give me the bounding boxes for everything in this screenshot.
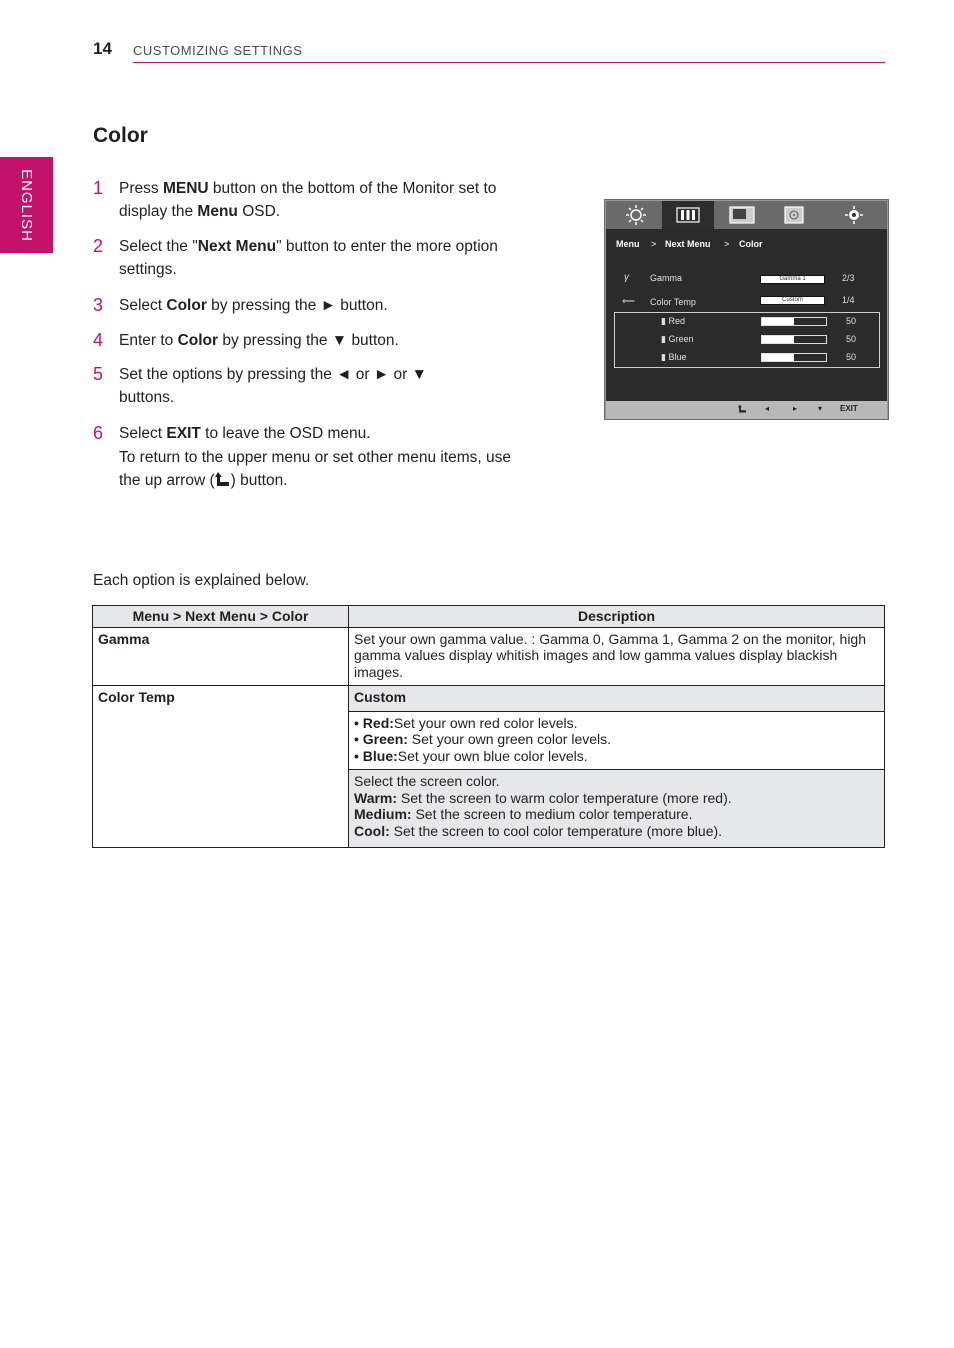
osd-breadcrumb-color: Color — [739, 239, 763, 249]
item-label: • Green: — [354, 731, 408, 747]
table-cell-custom-items — [349, 711, 885, 770]
osd-blue-value: 50 — [846, 352, 857, 362]
picture-icon[interactable] — [716, 201, 768, 229]
step-text-part: " button to enter the more option settings. — [119, 238, 498, 278]
step-text — [119, 422, 519, 494]
osd-red-label[interactable]: ▮ Red — [661, 316, 685, 326]
step-keyword: MENU — [162, 180, 209, 197]
up-arrow-icon — [215, 471, 231, 494]
osd-green-slider-fill — [762, 336, 794, 343]
osd-green-text: Green — [668, 334, 694, 344]
section-title: CUSTOMIZING SETTINGS — [133, 43, 303, 58]
item-text: Set your own red color levels. — [393, 714, 578, 731]
item-text: Set the screen to cool color temperature (more blue). — [389, 822, 723, 839]
osd-gamma-value-pill[interactable]: Gamma 1 — [760, 275, 825, 284]
osd-breadcrumb-menu: Menu — [616, 239, 640, 249]
item-text: Set the screen to warm color temperature (more red). — [397, 789, 732, 806]
list-item — [354, 790, 878, 807]
step-text — [119, 294, 519, 317]
step-text — [119, 329, 519, 352]
page-heading: Color — [93, 124, 148, 147]
list-item — [354, 806, 878, 823]
osd-gamma-index: 2/3 — [842, 273, 855, 283]
osd-green-value: 50 — [846, 334, 857, 344]
preset-intro: Select the screen color. — [354, 773, 500, 789]
table-cell-gamma-name: Gamma — [93, 627, 349, 686]
step-5 — [93, 363, 533, 409]
step-text-part: by pressing the ▼ button. — [218, 332, 399, 349]
header-rule — [133, 62, 885, 63]
color-icon[interactable] — [662, 201, 714, 229]
step-text-part: Select the " — [119, 238, 198, 255]
step-keyword: Menu — [197, 203, 238, 220]
osd-exit-button[interactable]: EXIT — [840, 404, 858, 413]
osd-breadcrumb-next-menu: Next Menu — [665, 239, 711, 249]
item-label: • Red: — [354, 714, 394, 731]
step-note: To return to the upper menu or set other menu items, use the up arrow ( — [119, 449, 512, 489]
table-row-color-temp — [93, 686, 885, 712]
step-text — [119, 235, 519, 281]
osd-blue-slider-fill — [762, 354, 794, 361]
step-text-part: Enter to — [119, 332, 178, 349]
osd-blue-text: Blue — [668, 352, 687, 362]
language-tab-label-wrap — [0, 157, 53, 253]
osd-breadcrumb-sep: > — [651, 239, 657, 249]
language-tab-label: ENGLISH — [18, 168, 36, 242]
osd-down-arrow-icon[interactable]: ▾ — [818, 404, 823, 413]
table-cell-custom-title: Custom — [349, 686, 885, 712]
osd-green-label[interactable]: ▮ Green — [661, 334, 694, 344]
osd-left-arrow-icon[interactable]: ◂ — [765, 404, 770, 413]
brightness-icon[interactable] — [610, 201, 662, 229]
table-header-menu: Menu > Next Menu > Color — [93, 606, 349, 628]
table-cell-presets — [349, 770, 885, 848]
step-text-part: Select — [119, 297, 167, 314]
osd-color-temp-value-pill[interactable]: Custom — [760, 296, 825, 305]
item-label: Cool: — [354, 822, 390, 839]
step-number: 2 — [93, 236, 104, 256]
color-temp-icon: ⟸ — [622, 296, 635, 306]
step-number: 6 — [93, 423, 104, 443]
osd-color-temp-index: 1/4 — [842, 295, 855, 305]
step-keyword: EXIT — [166, 425, 201, 442]
step-text-part: OSD. — [237, 203, 281, 220]
table-cell-color-temp-name: Color Temp — [93, 686, 349, 848]
step-keyword: Color — [177, 332, 219, 349]
list-item — [354, 715, 878, 732]
osd-breadcrumb-sep: > — [724, 239, 730, 249]
table-cell-gamma-desc: Set your own gamma value. : Gamma 0, Gamma 1, Gamma 2 on the monitor, high gamma values display whitish images and low gamma values display blackish images. — [349, 627, 885, 686]
table-header-row — [93, 606, 885, 628]
step-text-part: to leave the OSD menu. — [200, 425, 371, 442]
step-6 — [93, 422, 533, 492]
osd-red-value: 50 — [846, 316, 857, 326]
item-text: Set the screen to medium color temperature. — [411, 806, 693, 822]
item-label: Warm: — [354, 789, 398, 806]
item-text: Set your own green color levels. — [407, 731, 612, 747]
osd-green-slider[interactable] — [761, 335, 827, 344]
osd-rgb-submenu — [614, 312, 880, 368]
options-table — [92, 605, 885, 848]
list-item — [354, 731, 878, 748]
table-header-description: Description — [349, 606, 885, 628]
step-number: 3 — [93, 295, 104, 315]
step-note: ) button. — [230, 472, 288, 489]
gamma-icon: γ — [624, 272, 629, 283]
step-3 — [93, 294, 533, 317]
list-item — [354, 748, 878, 765]
osd-blue-slider[interactable] — [761, 353, 827, 362]
item-text: Set your own blue color levels. — [397, 747, 588, 764]
step-keyword: Color — [166, 297, 207, 314]
step-2 — [93, 235, 533, 281]
step-text: Set the options by pressing the ◄ or ► or ▼ buttons. — [119, 366, 427, 406]
step-keyword: Next Menu — [197, 238, 277, 255]
step-1 — [93, 177, 533, 223]
table-row-gamma — [93, 627, 885, 686]
step-text — [119, 177, 519, 223]
osd-up-arrow-icon[interactable] — [738, 404, 747, 415]
osd-red-text: Red — [668, 316, 685, 326]
item-label: Medium: — [354, 806, 412, 822]
osd-color-temp-label[interactable]: Color Temp — [650, 297, 696, 307]
step-number: 5 — [93, 364, 104, 384]
osd-red-slider[interactable] — [761, 317, 827, 326]
step-text-part: Press — [119, 180, 163, 197]
osd-blue-label[interactable]: ▮ Blue — [661, 352, 687, 362]
table-intro: Each option is explained below. — [93, 572, 310, 589]
step-text-part: button on the bottom of the Monitor set to display the — [119, 180, 497, 220]
sound-icon[interactable] — [768, 201, 820, 229]
page-number: 14 — [93, 39, 112, 58]
step-number: 1 — [93, 178, 104, 198]
list-item — [354, 823, 878, 840]
step-4 — [93, 329, 533, 352]
step-text-part: Select — [119, 425, 167, 442]
osd-gamma-label[interactable]: Gamma — [650, 273, 683, 283]
osd-red-slider-fill — [762, 318, 794, 325]
osd-right-arrow-icon[interactable]: ▸ — [793, 404, 798, 413]
step-number: 4 — [93, 330, 104, 350]
step-text-part: by pressing the ► button. — [206, 297, 388, 314]
settings-icon[interactable] — [828, 201, 880, 229]
item-label: • Blue: — [354, 747, 398, 764]
